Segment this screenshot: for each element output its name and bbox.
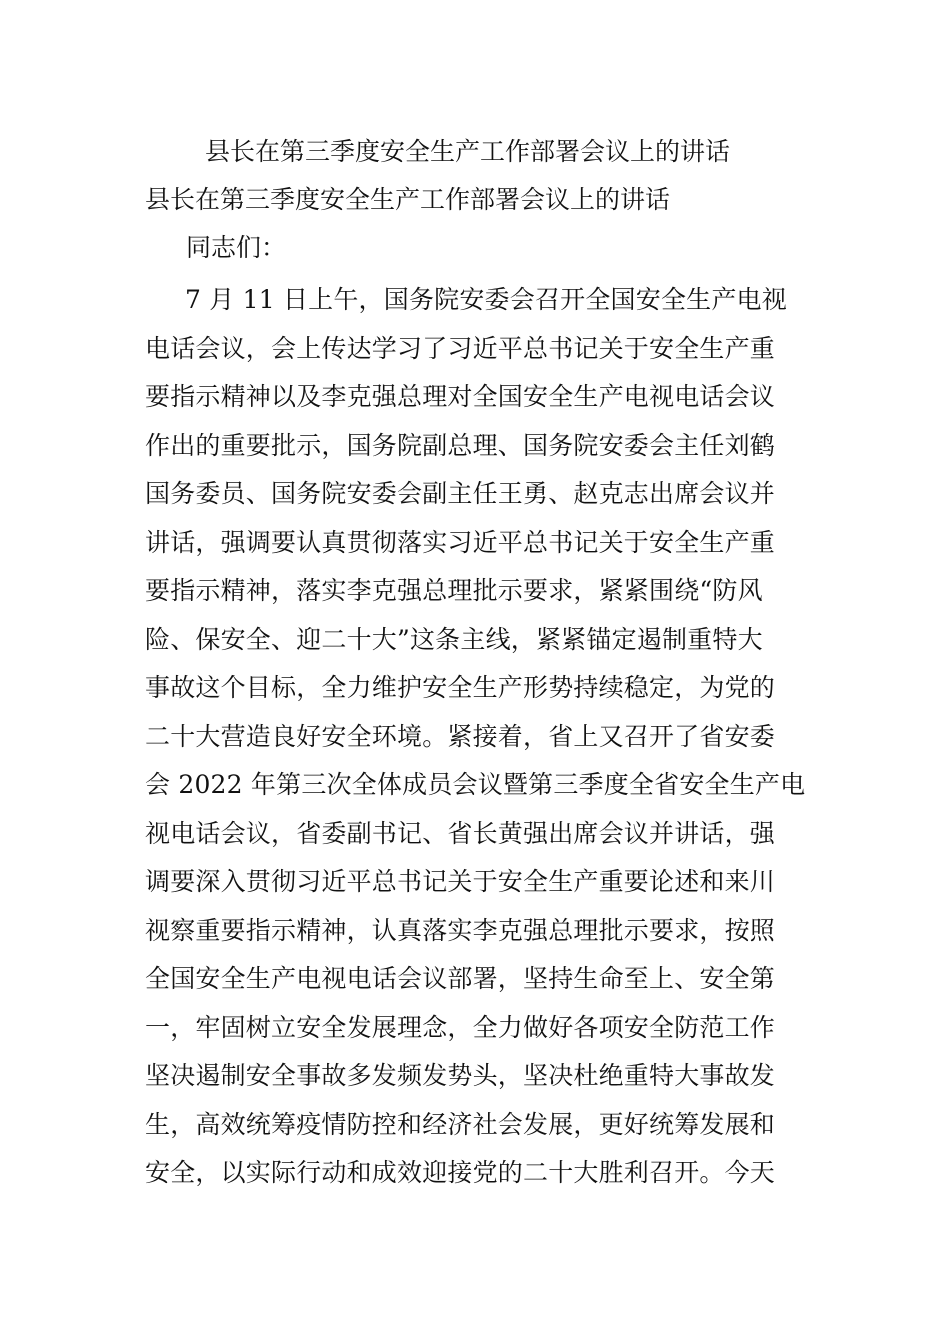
salutation: 同志们： (186, 233, 287, 262)
body-line: 要指示精神以及李克强总理对全国安全生产电视电话会议 (145, 382, 776, 411)
body-line: 二十大营造良好安全环境。紧接着，省上又召开了省安委 (145, 721, 776, 751)
document-subtitle: 县长在第三季度安全生产工作部署会议上的讲话 (145, 185, 671, 214)
body-line: 事故这个目标，全力维护安全生产形势持续稳定，为党的 (145, 673, 776, 702)
body-line: 视察重要指示精神，认真落实李克强总理批示要求，按照 (145, 915, 776, 945)
body-line: 一，牢固树立安全发展理念，全力做好各项安全防范工作 (145, 1012, 776, 1042)
body-line: 视电话会议，省委副书记、省长黄强出席会议并讲话，强 (145, 818, 776, 848)
document-title: 县长在第三季度安全生产工作部署会议上的讲话 (205, 137, 731, 166)
body-line: 7 月 11 日上午，国务院安委会召开全国安全生产电视 (185, 285, 787, 314)
body-line: 安全，以实际行动和成效迎接党的二十大胜利召开。今天 (145, 1158, 776, 1187)
body-line: 险、保安全、迎二十大”这条主线，紧紧锚定遏制重特大 (145, 624, 763, 654)
body-line: 作出的重要批示，国务院副总理、国务院安委会主任刘鹤 (145, 430, 776, 460)
body-line: 国务委员、国务院安委会副主任王勇、赵克志出席会议并 (145, 479, 776, 508)
body-line: 电话会议，会上传达学习了习近平总书记关于安全生产重 (145, 333, 776, 363)
body-line: 坚决遏制安全事故多发频发势头，坚决杜绝重特大事故发 (145, 1061, 776, 1090)
body-text (145, 280, 815, 1202)
body-line: 全国安全生产电视电话会议部署，坚持生命至上、安全第 (145, 964, 776, 993)
body-line: 生，高效统筹疫情防控和经济社会发展，更好统筹发展和 (145, 1109, 776, 1139)
body-line: 要指示精神，落实李克强总理批示要求，紧紧围绕“防风 (145, 576, 763, 605)
body-line: 调要深入贯彻习近平总书记关于安全生产重要论述和来川 (145, 867, 776, 896)
body-line: 讲话，强调要认真贯彻落实习近平总书记关于安全生产重 (145, 527, 776, 557)
body-line: 会 2022 年第三次全体成员会议暨第三季度全省安全生产电 (145, 770, 806, 799)
